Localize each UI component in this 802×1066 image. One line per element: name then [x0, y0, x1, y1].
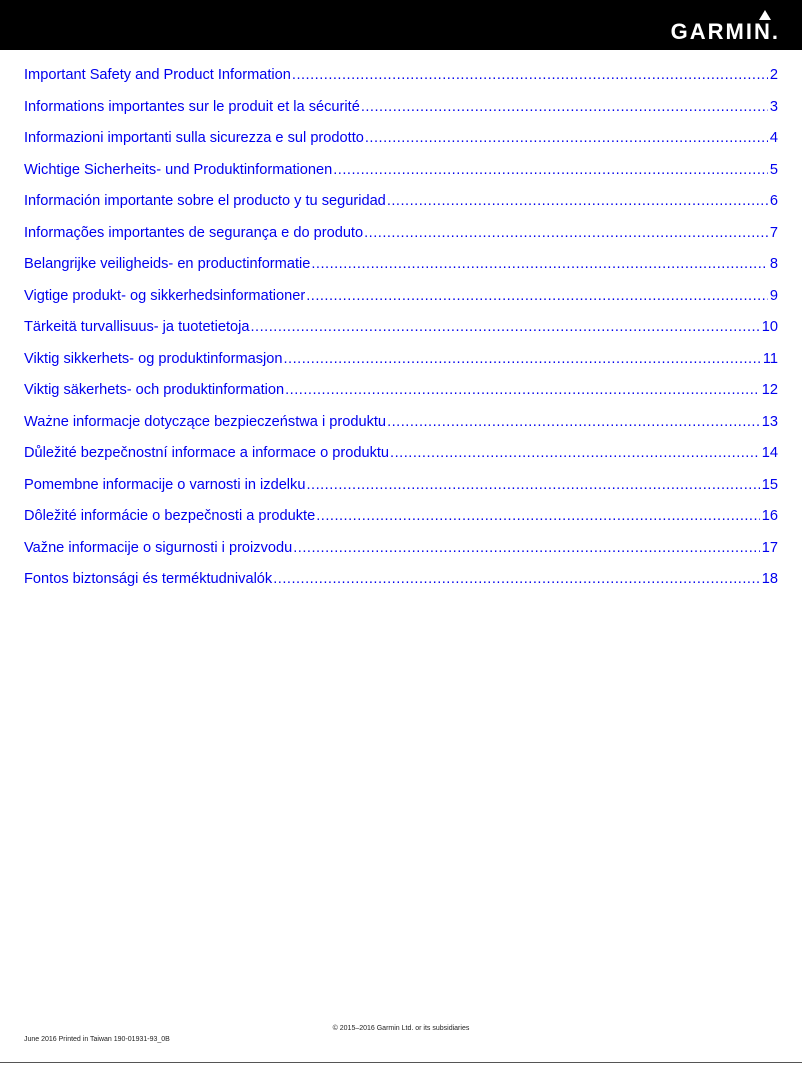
toc-entry-page[interactable]: 7	[769, 224, 778, 241]
toc-entry-page[interactable]: 2	[769, 67, 778, 83]
toc-entry[interactable]	[24, 535, 778, 567]
toc-entry-page[interactable]: 17	[761, 539, 778, 556]
toc-dot-leader	[306, 283, 768, 309]
toc-entry[interactable]	[24, 409, 778, 441]
toc-entry-title[interactable]: Fontos biztonsági és terméktudnivalók	[24, 571, 273, 587]
copyright-notice: © 2015–2016 Garmin Ltd. or its subsidiaries	[332, 1025, 470, 1032]
toc-dot-leader	[333, 157, 768, 183]
toc-dot-leader	[273, 566, 760, 592]
toc-dot-leader	[292, 62, 768, 88]
toc-dot-leader	[293, 535, 760, 561]
toc-entry[interactable]	[24, 472, 778, 504]
toc-entry[interactable]	[24, 346, 778, 378]
toc-entry[interactable]	[24, 314, 778, 346]
toc-entry-title[interactable]: Viktig säkerhets- och produktinformation	[24, 382, 285, 398]
toc-entry-title[interactable]: Pomembne informacije o varnosti in izdelku	[24, 476, 306, 493]
bottom-divider	[0, 1062, 802, 1063]
table-of-contents	[24, 62, 778, 598]
toc-entry-page[interactable]: 5	[769, 161, 778, 178]
toc-entry-title[interactable]: Důležité bezpečnostní informace a informace o produktu	[24, 445, 390, 461]
page-header	[0, 0, 802, 50]
toc-entry-page[interactable]: 3	[769, 98, 778, 115]
toc-dot-leader	[306, 472, 759, 498]
toc-entry[interactable]	[24, 377, 778, 409]
toc-entry-title[interactable]: Važne informacije o sigurnosti i proizvodu	[24, 539, 293, 556]
toc-entry-page[interactable]: 13	[761, 413, 778, 430]
toc-entry[interactable]	[24, 157, 778, 189]
toc-entry-title[interactable]: Dôležité informácie o bezpečnosti a produkte	[24, 508, 316, 524]
toc-entry[interactable]	[24, 251, 778, 283]
toc-entry[interactable]	[24, 94, 778, 126]
toc-entry-title[interactable]: Informações importantes de segurança e do produto	[24, 224, 364, 241]
toc-entry-title[interactable]: Vigtige produkt- og sikkerhedsinformationer	[24, 287, 306, 304]
toc-entry[interactable]	[24, 62, 778, 94]
toc-entry[interactable]	[24, 125, 778, 157]
toc-dot-leader	[361, 94, 768, 120]
toc-entry-page[interactable]: 18	[761, 571, 778, 587]
toc-entry-page[interactable]: 9	[769, 287, 778, 304]
toc-entry-title[interactable]: Important Safety and Product Information	[24, 67, 291, 83]
toc-entry[interactable]	[24, 566, 778, 598]
toc-dot-leader	[365, 125, 768, 151]
toc-entry-page[interactable]: 11	[762, 350, 778, 367]
toc-entry-page[interactable]: 4	[769, 130, 778, 146]
toc-entry[interactable]	[24, 283, 778, 315]
toc-entry[interactable]	[24, 440, 778, 472]
toc-entry[interactable]	[24, 220, 778, 252]
toc-entry-title[interactable]: Belangrijke veiligheids- en productinformatie	[24, 256, 311, 272]
toc-entry-title[interactable]: Tärkeitä turvallisuus- ja tuotetietoja	[24, 319, 250, 335]
garmin-logo	[660, 9, 780, 47]
toc-entry-page[interactable]: 12	[761, 382, 778, 398]
toc-entry-title[interactable]: Informations importantes sur le produit et la sécurité	[24, 98, 360, 115]
toc-dot-leader	[285, 377, 760, 403]
logo-text: GARMIN.	[670, 19, 780, 44]
toc-entry-page[interactable]: 16	[761, 508, 778, 524]
print-info: June 2016 Printed in Taiwan 190-01931-93_0B	[24, 1036, 170, 1043]
toc-entry[interactable]	[24, 503, 778, 535]
toc-dot-leader	[364, 220, 768, 246]
toc-entry-page[interactable]: 15	[761, 476, 778, 493]
toc-entry-page[interactable]: 14	[761, 445, 778, 461]
toc-entry-page[interactable]: 6	[769, 193, 778, 209]
toc-entry-title[interactable]: Wichtige Sicherheits- und Produktinformationen	[24, 161, 333, 178]
toc-entry-title[interactable]: Viktig sikkerhets- og produktinformasjon	[24, 350, 283, 367]
toc-dot-leader	[387, 188, 768, 214]
toc-entry-page[interactable]: 8	[769, 256, 778, 272]
toc-entry[interactable]	[24, 188, 778, 220]
toc-entry-title[interactable]: Informazioni importanti sulla sicurezza e sul prodotto	[24, 130, 364, 146]
toc-entry-page[interactable]: 10	[761, 319, 778, 335]
toc-dot-leader	[311, 251, 768, 277]
toc-dot-leader	[387, 409, 760, 435]
toc-dot-leader	[390, 440, 760, 466]
toc-dot-leader	[283, 346, 760, 372]
toc-dot-leader	[251, 314, 760, 340]
toc-dot-leader	[316, 503, 760, 529]
toc-entry-title[interactable]: Ważne informacje dotyczące bezpieczeństwa i produktu	[24, 413, 387, 430]
toc-entry-title[interactable]: Información importante sobre el producto y tu seguridad	[24, 193, 386, 209]
